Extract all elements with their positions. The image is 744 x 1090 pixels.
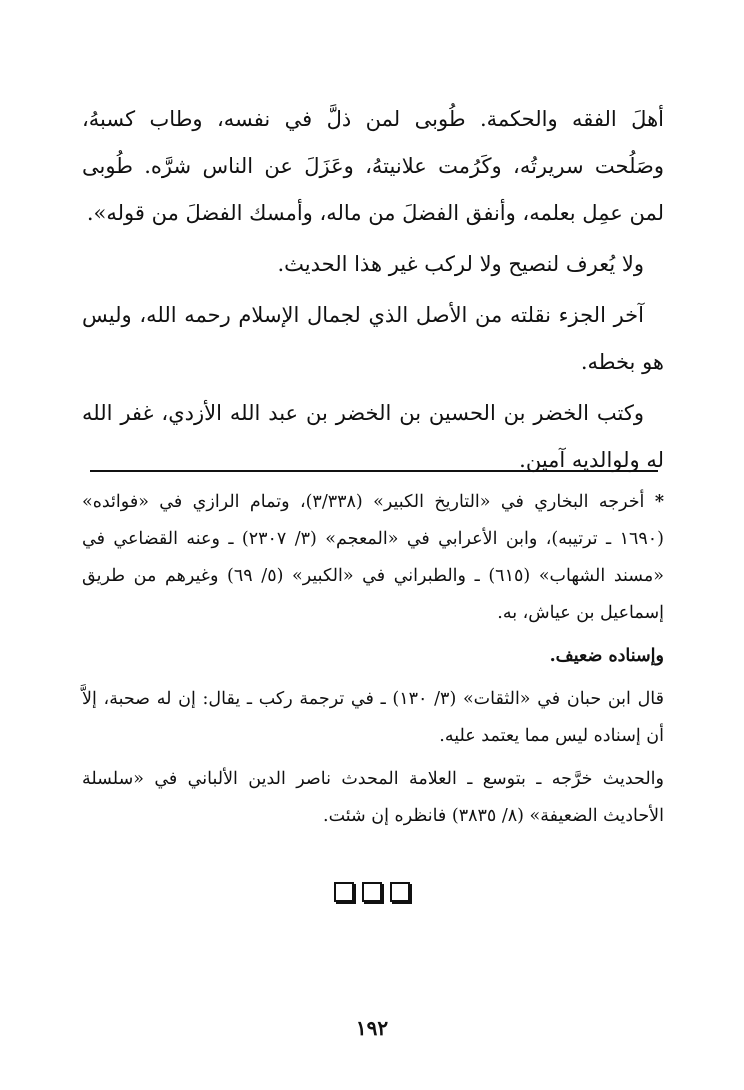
- footnote-1: [82, 484, 664, 632]
- footnote-3: قال ابن حبان في «الثقات» (٣/ ١٣٠) ـ في ترجمة ركب ـ يقال: إن له صحبة، إلاَّ أن إسناده ليس مما يعتمد عليه.: [82, 689, 665, 746]
- main-paragraph-4: وكتب الخضر بن الحسين بن الخضر بن عبد الله الأزدي، غفر الله له ولوالديه آمين.: [82, 401, 664, 472]
- footnote-1-text: أخرجه البخاري في «التاريخ الكبير» (٣/٣٣٨)، وتمام الرازي في «فوائده» (١٦٩٠ ـ ترتيبه)، وابن الأعرابي في «المعجم» (٣/ ٢٣٠٧) ـ وعنه القضاعي في «مسند الشهاب» (٦١٥) ـ والطبراني في «الكبير» (٥/ ٦٩) وغيرهم من طريق إسماعيل بن عياش، به.: [82, 492, 664, 623]
- section-end-ornament: [0, 882, 744, 902]
- main-paragraph-2: ولا يُعرف لنصيح ولا لركب غير هذا الحديث.: [277, 252, 644, 276]
- page-number: ١٩٢: [355, 1016, 389, 1040]
- footnote-separator: [90, 470, 658, 472]
- footnotes: [82, 484, 664, 835]
- footnote-2: وإسناده ضعيف.: [549, 646, 664, 666]
- footnote-marker: *: [654, 492, 664, 512]
- main-paragraph-1: أهلَ الفقه والحكمة. طُوبى لمن ذلَّ في نفسه، وطاب كسبهُ، وصَلُحت سريرتُه، وكَرُمت علانيتهُ، وعَزَلَ عن الناس شرَّه. طُوبى لمن عمِل بعلمه، وأنفق الفضلَ من ماله، وأمسك الفضلَ من قوله».: [82, 107, 664, 225]
- main-paragraph-3: آخر الجزء نقلته من الأصل الذي لجمال الإسلام رحمه الله، وليس هو بخطه.: [82, 303, 664, 374]
- footnote-4: والحديث خرَّجه ـ بتوسع ـ العلامة المحدث ناصر الدين الألباني في «سلسلة الأحاديث الضعيفة» (٨/ ٣٨٣٥) فانظره إن شئت.: [82, 769, 664, 826]
- ornament-square-icon: [334, 882, 354, 902]
- main-text: [82, 96, 664, 484]
- ornament-square-icon: [362, 882, 382, 902]
- ornament-square-icon: [390, 882, 410, 902]
